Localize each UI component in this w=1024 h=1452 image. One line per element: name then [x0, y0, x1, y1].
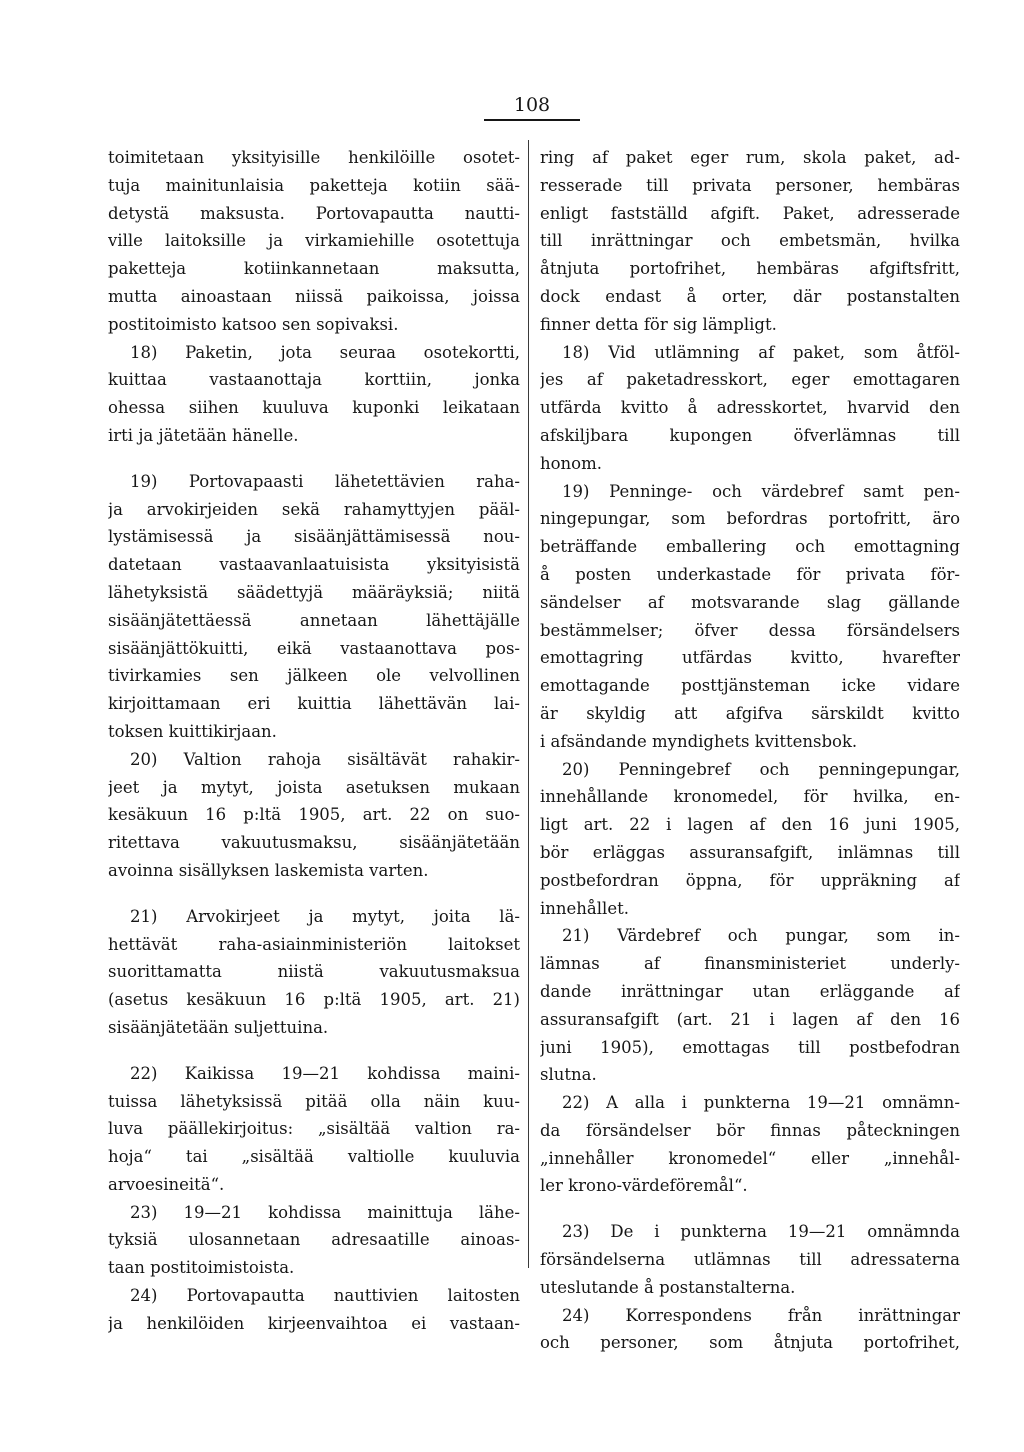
swedish-line: emottagring utfärdas kvitto, hvarefter [540, 648, 960, 668]
finnish-paragraph-21-start: 21) Arvokirjeet ja mytyt, joita lä- [130, 906, 520, 926]
swedish-line: emottagande posttjänsteman icke vidare [540, 676, 960, 696]
finnish-line: luva päällekirjoitus: „sisältää valtion ra- [108, 1119, 520, 1139]
page-number: 108 [513, 94, 551, 116]
column-divider [528, 140, 529, 1268]
swedish-paragraph-20-start: 20) Penningebref och penningepungar, [562, 759, 960, 779]
finnish-line: toksen kuittikirjaan. [108, 721, 277, 741]
finnish-line: sisäänjätettäessä annetaan lähettäjälle [108, 610, 520, 630]
finnish-line: taan postitoimistoista. [108, 1258, 295, 1278]
swedish-line: beträffande emballering och emottagning [540, 537, 960, 557]
swedish-paragraph-23-start: 23) De i punkterna 19—21 omnämnda [562, 1222, 960, 1242]
swedish-line: innehållet. [540, 898, 629, 918]
swedish-line: och personer, som åtnjuta portofrihet, [540, 1333, 960, 1353]
finnish-line: toimitetaan yksityisille henkilöille osotet- [108, 148, 520, 167]
finnish-line: (asetus kesäkuun 16 p:ltä 1905, art. 21) [108, 990, 520, 1010]
paragraph-gap [540, 1200, 960, 1218]
finnish-line: mutta ainoastaan niissä paikoissa, joissa [108, 286, 520, 306]
finnish-line: postitoimisto katsoo sen sopivaksi. [108, 314, 399, 334]
swedish-line: dock endast å orter, där postanstalten [540, 286, 960, 306]
swedish-line: finner detta för sig lämpligt. [540, 314, 777, 334]
finnish-paragraph-22-start: 22) Kaikissa 19—21 kohdissa maini- [130, 1063, 520, 1083]
swedish-paragraph-21-start: 21) Värdebref och pungar, som in- [562, 926, 960, 946]
finnish-line: avoinna sisällyksen laskemista varten. [108, 860, 429, 880]
swedish-line: bestämmelser; öfver dessa försändelsers [540, 620, 960, 640]
page-number-rule [484, 119, 580, 121]
swedish-line: å posten underkastade för privata för- [540, 564, 960, 584]
swedish-line: utfärda kvitto å adresskortet, hvarvid den [540, 398, 960, 418]
swedish-line: åtnjuta portofrihet, hembäras afgiftsfritt, [540, 259, 960, 279]
swedish-line: ring af paket eger rum, skola paket, ad- [540, 148, 960, 167]
finnish-line: ja henkilöiden kirjeenvaihtoa ei vastaan- [108, 1313, 520, 1333]
finnish-line: ohessa siihen kuuluva kuponki leikataan [108, 398, 520, 418]
finnish-line: sisäänjättökuitti, eikä vastaanottava pos- [108, 638, 520, 658]
finnish-line: ville laitoksille ja virkamiehille osotettuja [108, 231, 520, 251]
swedish-line: innehållande kronomedel, för hvilka, en- [540, 787, 960, 807]
finnish-line: tuissa lähetyksissä pitää olla näin kuu- [108, 1091, 520, 1111]
paragraph-gap [108, 450, 520, 468]
swedish-line: försändelserna utlämnas till adressaterna [540, 1250, 960, 1270]
swedish-line: slutna. [540, 1065, 597, 1085]
finnish-column [108, 144, 520, 1338]
finnish-line: tuja mainitunlaisia paketteja kotiin sää- [108, 175, 520, 195]
finnish-line: tivirkamies sen jälkeen ole velvollinen [108, 666, 520, 686]
swedish-line: jes af paketadresskort, eger emottagaren [540, 370, 960, 390]
swedish-line: bör erläggas assuransafgift, inlämnas till [540, 842, 960, 862]
finnish-line: detystä maksusta. Portovapautta nautti- [108, 203, 520, 223]
finnish-line: hoja“ tai „sisältää valtiolle kuuluvia [108, 1147, 520, 1167]
finnish-paragraph-18-start: 18) Paketin, jota seuraa osotekortti, [130, 342, 520, 362]
finnish-line: kirjoittamaan eri kuittia lähettävän lai- [108, 694, 520, 714]
swedish-line: honom. [540, 453, 603, 473]
swedish-line: „innehåller kronomedel“ eller „innehål- [540, 1148, 960, 1168]
swedish-line: afskiljbara kupongen öfverlämnas till [540, 425, 960, 445]
swedish-paragraph-22-start: 22) A alla i punkterna 19—21 omnämn- [562, 1093, 960, 1113]
swedish-line: i afsändande myndighets kvittensbok. [540, 731, 858, 751]
swedish-line: ligt art. 22 i lagen af den 16 juni 1905, [540, 815, 960, 835]
finnish-line: kesäkuun 16 p:ltä 1905, art. 22 on suo- [108, 805, 520, 825]
finnish-line: sisäänjätetään suljettuina. [108, 1017, 329, 1037]
finnish-line: lystämisessä ja sisäänjättämisessä nou- [108, 527, 520, 547]
finnish-paragraph-19-start: 19) Portovapaasti lähetettävien raha- [130, 471, 520, 491]
finnish-line: irti ja jätetään hänelle. [108, 425, 299, 445]
swedish-line: dande inrättningar utan erläggande af [540, 981, 960, 1001]
swedish-paragraph-18-start: 18) Vid utlämning af paket, som åtföl- [562, 342, 960, 362]
swedish-line: resserade till privata personer, hembäras [540, 175, 960, 195]
finnish-line: jeet ja mytyt, joista asetuksen mukaan [108, 777, 520, 797]
finnish-line: ritettava vakuutusmaksu, sisäänjätetään [108, 833, 520, 853]
finnish-line: ja arvokirjeiden sekä rahamyttyjen pääl- [108, 499, 520, 519]
swedish-paragraph-19-start: 19) Penninge- och värdebref samt pen- [562, 481, 960, 501]
paragraph-gap [108, 1042, 520, 1060]
swedish-line: är skyldig att afgifva särskildt kvitto [540, 703, 960, 723]
swedish-line: sändelser af motsvarande slag gällande [540, 592, 960, 612]
finnish-line: kuittaa vastaanottaja korttiin, jonka [108, 370, 520, 390]
finnish-paragraph-20-start: 20) Valtion rahoja sisältävät rahakir- [130, 749, 520, 769]
swedish-line: postbefordran öppna, för uppräkning af [540, 870, 960, 890]
swedish-paragraph-24-start: 24) Korrespondens från inrättningar [562, 1305, 960, 1325]
finnish-line: paketteja kotiinkannetaan maksutta, [108, 259, 520, 279]
finnish-paragraph-24-start: 24) Portovapautta nauttivien laitosten [130, 1286, 520, 1306]
swedish-line: ler krono-värdeföremål“. [540, 1176, 748, 1196]
finnish-paragraph-23-start: 23) 19—21 kohdissa mainittuja lähe- [130, 1202, 520, 1222]
swedish-line: da försändelser bör finnas påteckningen [540, 1120, 960, 1140]
swedish-line: till inrättningar och embetsmän, hvilka [540, 231, 960, 251]
paragraph-gap [108, 885, 520, 903]
swedish-line: juni 1905), emottagas till postbefodran [540, 1037, 960, 1057]
finnish-line: datetaan vastaavanlaatuisista yksityisistä [108, 555, 520, 575]
swedish-line: enligt fastställd afgift. Paket, adresserade [540, 203, 960, 223]
swedish-column [540, 144, 960, 1357]
swedish-line: ningepungar, som befordras portofritt, äro [540, 509, 960, 529]
finnish-line: suorittamatta niistä vakuutusmaksua [108, 962, 520, 982]
finnish-line: lähetyksistä säädettyjä määräyksiä; niitä [108, 582, 520, 602]
finnish-line: tyksiä ulosannetaan adresaatille ainoas- [108, 1230, 520, 1250]
swedish-line: uteslutande å postanstalterna. [540, 1277, 796, 1297]
swedish-line: lämnas af finansministeriet underly- [540, 954, 960, 974]
swedish-line: assuransafgift (art. 21 i lagen af den 16 [540, 1009, 960, 1029]
finnish-line: hettävät raha-asiainministeriön laitokset [108, 934, 520, 954]
finnish-line: arvoesineitä“. [108, 1174, 225, 1194]
